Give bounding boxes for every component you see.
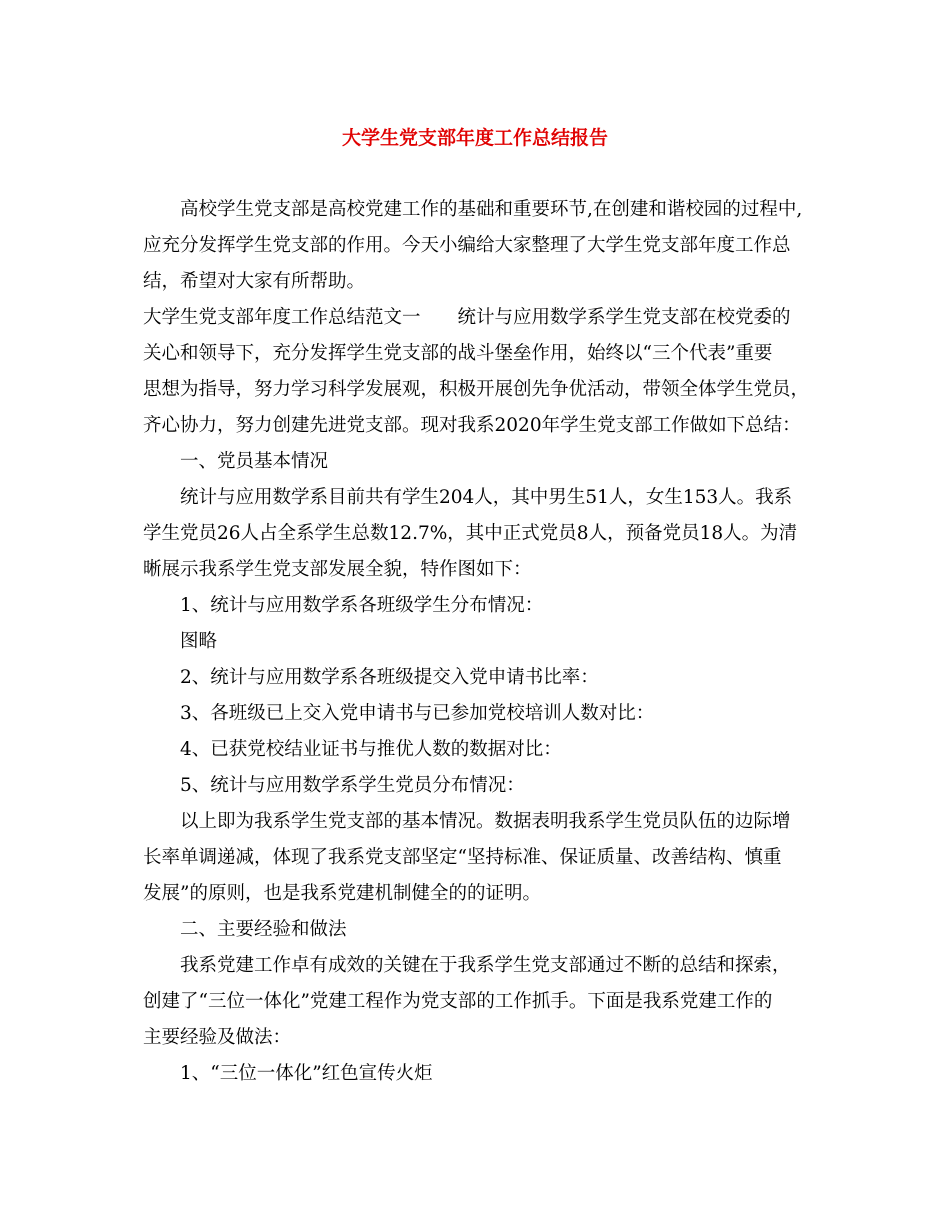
document-body bbox=[143, 192, 811, 1092]
text-line: 创建了“三位一体化”党建工程作为党支部的工作抓手。下面是我系党建工作的 bbox=[143, 991, 773, 1012]
text-line: 思想为指导，努力学习科学发展观，积极开展创先争优活动，带领全体学生党员， bbox=[143, 379, 810, 400]
paragraph bbox=[143, 444, 811, 480]
text-line: 4、已获党校结业证书与推优人数的数据对比： bbox=[180, 739, 562, 760]
text-line: 结，希望对大家有所帮助。 bbox=[143, 271, 366, 292]
text-line: 一、党员基本情况 bbox=[180, 451, 329, 472]
paragraph bbox=[143, 480, 811, 588]
text-line: 高校学生党支部是高校党建工作的基础和重要环节,在创建和谐校园的过程中, bbox=[180, 199, 803, 220]
text-line: 齐心协力，努力创建先进党支部。现对我系2020年学生党支部工作做如下总结： bbox=[143, 415, 801, 436]
text-line: 应充分发挥学生党支部的作用。今天小编给大家整理了大学生党支部年度工作总 bbox=[143, 235, 791, 256]
text-line: 二、主要经验和做法 bbox=[180, 919, 347, 940]
text-line: 发展”的原则，也是我系党建机制健全的的证明。 bbox=[143, 883, 541, 904]
paragraph bbox=[143, 1056, 811, 1092]
text-line: 2、统计与应用数学系各班级提交入党申请书比率： bbox=[180, 667, 599, 688]
text-line: 3、各班级已上交入党申请书与已参加党校培训人数对比： bbox=[180, 703, 655, 724]
text-line: 晰展示我系学生党支部发展全貌，特作图如下： bbox=[143, 559, 532, 580]
paragraph bbox=[143, 588, 811, 624]
document-title: 大学生党支部年度工作总结报告 bbox=[341, 127, 608, 149]
text-line: 1、统计与应用数学系各班级学生分布情况： bbox=[180, 595, 544, 616]
paragraph bbox=[143, 624, 811, 660]
paragraph bbox=[143, 912, 811, 948]
paragraph bbox=[143, 804, 811, 912]
paragraph bbox=[143, 696, 811, 732]
text-line: 我系党建工作卓有成效的关键在于我系学生党支部通过不断的总结和探索， bbox=[180, 955, 791, 976]
text-line: 关心和领导下，充分发挥学生党支部的战斗堡垒作用，始终以“三个代表”重要 bbox=[143, 343, 773, 364]
paragraph bbox=[143, 300, 811, 444]
paragraph bbox=[143, 660, 811, 696]
text-line: 图略 bbox=[180, 631, 218, 652]
text-line: 5、统计与应用数学系学生党员分布情况： bbox=[180, 775, 525, 796]
paragraph bbox=[143, 732, 811, 768]
paragraph bbox=[143, 192, 811, 300]
text-line: 大学生党支部年度工作总结范文一 统计与应用数学系学生党支部在校党委的 bbox=[143, 307, 791, 328]
text-line: 长率单调递减，体现了我系党支部坚定“坚持标准、保证质量、改善结构、慎重 bbox=[143, 847, 782, 868]
text-line: 1、“三位一体化”红色宣传火炬 bbox=[180, 1063, 433, 1084]
paragraph bbox=[143, 948, 811, 1056]
text-line: 主要经验及做法： bbox=[143, 1027, 292, 1048]
paragraph bbox=[143, 768, 811, 804]
text-line: 以上即为我系学生党支部的基本情况。数据表明我系学生党员队伍的边际增 bbox=[180, 811, 791, 832]
text-line: 学生党员26人占全系学生总数12.7%，其中正式党员8人，预备党员18人。为清 bbox=[143, 523, 798, 544]
text-line: 统计与应用数学系目前共有学生204人，其中男生51人，女生153人。我系 bbox=[180, 487, 793, 508]
